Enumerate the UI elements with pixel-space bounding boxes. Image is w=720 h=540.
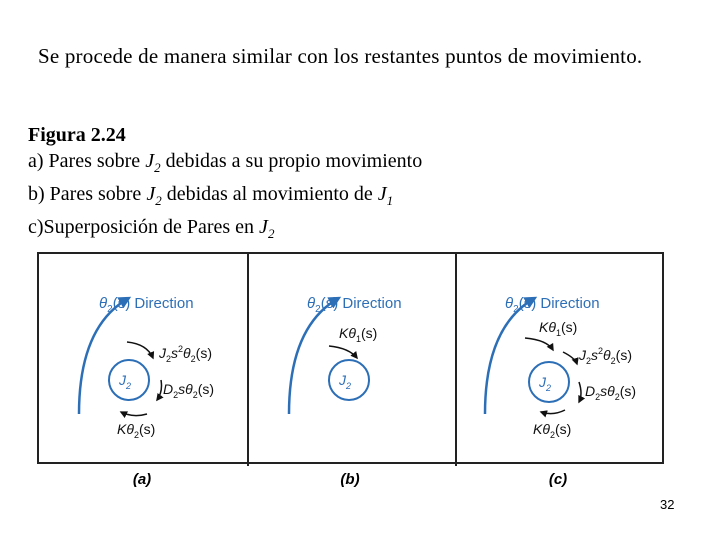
torque-arrow [121,412,147,416]
torque-d2s: $D_2s\theta_2(s)$ [163,381,215,400]
j2-label: $J_2$ [339,372,352,391]
j2-label: $J_2$ [119,372,132,391]
torque-j2s2: $J_2s^2\theta_2(s)$ [579,346,632,366]
torque-arrow [329,346,357,358]
direction-label: $\theta_2(s)$ Direction [307,295,402,315]
torque-diagram [39,254,666,466]
direction-arrow [289,298,339,414]
torque-figure [37,252,664,464]
torque-k: $K\theta_2(s)$ [533,421,572,440]
intro-text: Se procede de manera similar con los restantes puntos de movimiento. [38,44,643,68]
caption-line-b: b) Pares sobre $J_2$ debidas al movimiento de $J_1$ [28,183,394,208]
torque-arrow [157,380,162,400]
torque-j2s2: $J_2s^2\theta_2(s)$ [159,344,212,364]
direction-label: $\theta_2(s)$ Direction [99,295,194,315]
torque-arrow [579,382,581,402]
torque-arrow [563,352,577,364]
panel-b-diagram [289,295,402,414]
panel-label-a: (a) [132,471,152,488]
torque-d2s: $D_2s\theta_2(s)$ [585,383,637,402]
inertia-circle-j2 [109,360,149,400]
torque-k-theta1: $K\theta_1(s)$ [339,325,378,344]
torque-k-theta1: $K\theta_1(s)$ [539,319,578,338]
inertia-circle-j2 [529,362,569,402]
caption-line-a: a) Pares sobre $J_2$ debidas a su propio movimiento [28,150,423,175]
caption-line-c: c)Superposición de Pares en $J_2$ [28,216,275,241]
panel-a-diagram [79,295,214,440]
figure-caption [28,122,688,247]
panel-label-c: (c) [548,471,568,488]
inertia-circle-j2 [329,360,369,400]
direction-arrow [485,298,535,414]
torque-k: $K\theta_2(s)$ [117,421,156,440]
torque-arrow [525,338,553,350]
torque-arrow [541,410,565,414]
panel-label-b: (b) [340,471,360,488]
page-number: 32 [660,497,675,512]
direction-arrow [79,298,132,414]
panel-c-diagram [485,295,636,440]
caption-title: Figura 2.24 [28,124,126,146]
torque-arrow [127,342,153,358]
direction-label: $\theta_2(s)$ Direction [505,295,600,315]
j2-label: $J_2$ [539,374,552,393]
